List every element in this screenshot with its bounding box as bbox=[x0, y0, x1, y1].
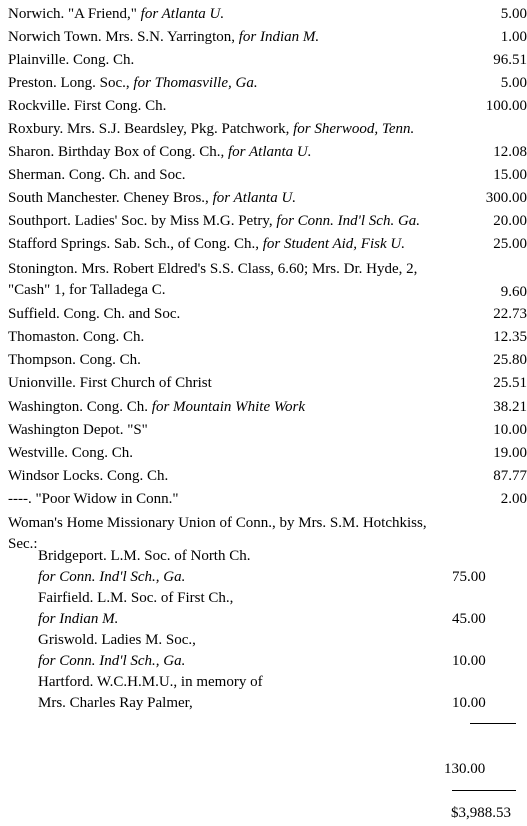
entry-place: Unionville. First Church of Christ bbox=[8, 375, 212, 391]
entry-place: Norwich. "A Friend," bbox=[8, 6, 141, 22]
entry-amount: 9.60 bbox=[500, 284, 527, 300]
sub-entry bbox=[38, 588, 233, 630]
subtotal-amount: 130.00 bbox=[444, 761, 486, 777]
entry-place: Sherman. Cong. Ch. and Soc. bbox=[8, 167, 186, 183]
entry-amount: 25.51 bbox=[493, 375, 527, 391]
list-item bbox=[0, 210, 527, 233]
entry-amount: 96.51 bbox=[493, 52, 527, 68]
entry-place: Suffield. Cong. Ch. and Soc. bbox=[8, 306, 181, 322]
entry-note: for Mountain White Work bbox=[151, 399, 305, 415]
entry-place: Roxbury. Mrs. S.J. Beardsley, Pkg. Patchwork, bbox=[8, 121, 294, 137]
list-item bbox=[0, 118, 527, 141]
entry-amount: 10.00 bbox=[493, 422, 527, 438]
sub-entry-note: for Conn. Ind'l Sch., Ga. bbox=[38, 569, 186, 585]
entry-note: for Atlanta U. bbox=[212, 190, 297, 206]
entry-place: South Manchester. Cheney Bros., bbox=[8, 190, 213, 206]
sub-entry-amount: 10.00 bbox=[452, 695, 486, 711]
entry-note: for Student Aid, Fisk U. bbox=[262, 236, 405, 252]
sub-entry-note: Mrs. Charles Ray Palmer, bbox=[38, 695, 193, 711]
entry-amount: 300.00 bbox=[485, 190, 527, 206]
entry-note: for Atlanta U. bbox=[228, 144, 312, 160]
sub-entry-line: Bridgeport. L.M. Soc. of North Ch. bbox=[38, 548, 251, 564]
entry-amount: 1.00 bbox=[500, 29, 527, 45]
list-item bbox=[0, 372, 527, 396]
list-item bbox=[0, 257, 527, 303]
entry-place: Windsor Locks. Cong. Ch. bbox=[8, 468, 169, 484]
sub-entry-note: for Conn. Ind'l Sch., Ga. bbox=[38, 653, 186, 669]
entry-place: Thomaston. Cong. Ch. bbox=[8, 329, 145, 345]
list-item bbox=[0, 26, 527, 49]
total-rule bbox=[452, 790, 516, 791]
list-item bbox=[0, 326, 527, 349]
subtotal-rule bbox=[470, 723, 516, 724]
entry-amount: 25.80 bbox=[493, 352, 527, 368]
entry-amount: 5.00 bbox=[500, 6, 527, 22]
entries-block-1 bbox=[0, 3, 527, 555]
sub-entry-line: Hartford. W.C.H.M.U., in memory of bbox=[38, 674, 263, 690]
entry-place: Stafford Springs. Sab. Sch., of Cong. Ch., bbox=[8, 236, 263, 252]
entry-line: "Cash" 1, for Talladega C. bbox=[8, 282, 166, 298]
sub-entry-line: Fairfield. L.M. Soc. of First Ch., bbox=[38, 590, 234, 606]
sub-entry bbox=[38, 546, 250, 588]
grand-total-amount: $3,988.53 bbox=[451, 805, 511, 821]
entry-place: Plainville. Cong. Ch. bbox=[8, 52, 135, 68]
entry-amount: 38.21 bbox=[493, 399, 527, 415]
entry-amount: 25.00 bbox=[493, 236, 527, 252]
entry-amount: 20.00 bbox=[493, 213, 527, 229]
entry-place: Preston. Long. Soc., bbox=[8, 75, 134, 91]
entry-amount: 12.35 bbox=[493, 329, 527, 345]
entry-place: Westville. Cong. Ch. bbox=[8, 445, 134, 461]
entry-place: Washington Depot. "S" bbox=[8, 422, 148, 438]
entry-place: Thompson. Cong. Ch. bbox=[8, 352, 141, 368]
union-line: Woman's Home Missionary Union of Conn., by Mrs. S.M. Hotchkiss, bbox=[8, 515, 427, 531]
sub-entry-amount: 75.00 bbox=[452, 569, 486, 585]
sub-entry bbox=[38, 630, 196, 672]
entry-note: for Atlanta U. bbox=[140, 6, 225, 22]
entry-amount: 19.00 bbox=[493, 445, 527, 461]
entry-note: for Thomasville, Ga. bbox=[133, 75, 258, 91]
entry-place: Norwich Town. Mrs. S.N. Yarrington, bbox=[8, 29, 239, 45]
list-item bbox=[0, 419, 527, 442]
list-item bbox=[0, 72, 527, 95]
list-item bbox=[0, 187, 527, 210]
list-item bbox=[0, 233, 527, 257]
sub-entry-amount: 10.00 bbox=[452, 653, 486, 669]
entry-amount: 5.00 bbox=[500, 75, 527, 91]
list-item bbox=[0, 141, 527, 164]
list-item bbox=[0, 349, 527, 372]
entry-amount: 15.00 bbox=[493, 167, 527, 183]
entry-place: Sharon. Birthday Box of Cong. Ch., bbox=[8, 144, 228, 160]
sub-entry-note: for Indian M. bbox=[38, 611, 119, 627]
entry-note: for Sherwood, Tenn. bbox=[293, 121, 415, 137]
entry-place: Rockville. First Cong. Ch. bbox=[8, 98, 167, 114]
entry-amount: 2.00 bbox=[500, 491, 527, 507]
list-item bbox=[0, 164, 527, 187]
entry-place: Washington. Cong. Ch. bbox=[8, 399, 152, 415]
list-item bbox=[0, 488, 527, 511]
list-item bbox=[0, 303, 527, 326]
list-item bbox=[0, 49, 527, 72]
entry-place: Southport. Ladies' Soc. by Miss M.G. Petry, bbox=[8, 213, 277, 229]
entry-note: for Conn. Ind'l Sch. Ga. bbox=[276, 213, 421, 229]
entry-amount: 100.00 bbox=[485, 98, 527, 114]
list-item bbox=[0, 95, 527, 118]
union-line: Sec.: bbox=[8, 536, 38, 552]
sub-entry-amount: 45.00 bbox=[452, 611, 486, 627]
list-item bbox=[0, 465, 527, 488]
entry-amount: 12.08 bbox=[493, 144, 527, 160]
entry-note: for Indian M. bbox=[238, 29, 320, 45]
entry-place: ----. "Poor Widow in Conn." bbox=[8, 491, 179, 507]
list-item bbox=[0, 3, 527, 26]
entry-line: Stonington. Mrs. Robert Eldred's S.S. Class, 6.60; Mrs. Dr. Hyde, 2, bbox=[8, 261, 418, 277]
sub-entry-line: Griswold. Ladies M. Soc., bbox=[38, 632, 196, 648]
sub-entry bbox=[38, 672, 263, 714]
list-item bbox=[0, 396, 527, 419]
list-item bbox=[0, 442, 527, 465]
entry-amount: 87.77 bbox=[493, 468, 527, 484]
entry-amount: 22.73 bbox=[493, 306, 527, 322]
